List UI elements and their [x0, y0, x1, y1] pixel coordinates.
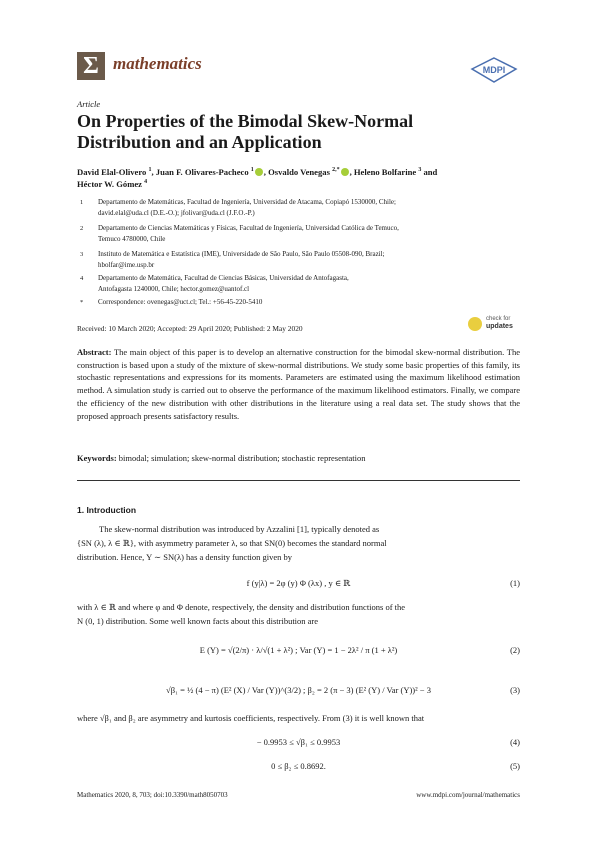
affiliation-number: 2: [80, 225, 84, 232]
equation-2: E (Y) = √(2/π) · λ/√(1 + λ²) ; Var (Y) = 1 − 2λ² / π (1 + λ²): [199, 645, 398, 655]
mdpi-logo-icon: [470, 57, 518, 83]
abstract: [77, 346, 520, 422]
footer-url[interactable]: www.mdpi.com/journal/mathematics: [416, 791, 520, 799]
abstract-label: Abstract:: [77, 347, 112, 357]
publisher-name: MDPI: [482, 65, 506, 75]
affiliation-item: [98, 249, 523, 271]
affiliation-line: Departamento de Ciencias Matemáticas y Físicas, Facultad de Ingeniería, Universidad Católica de Temuco,: [98, 224, 399, 232]
paper-title: On Properties of the Bimodal Skew-Normal Distribution and an Application: [77, 111, 414, 152]
affiliation-line: Correspondence: ovenegas@uct.cl; Tel.: +56-45-220-5410: [98, 298, 263, 306]
authors-line-1: David Elal-Olivero $^1$, Juan F. Olivares-Pacheco $^1$ , Osvaldo Venegas $^{2,*}$ , Heleno Bolfarine $^3$ and: [77, 167, 438, 177]
equation-5: 0 ≤ β₂ ≤ 0.8692.: [271, 761, 326, 771]
paragraph-line: where √β₁ and β₂ are asymmetry and kurtosis coefficients, respectively. From (3) it is well known that: [77, 713, 425, 723]
equation-number: (5): [510, 761, 520, 771]
equation-number: (2): [510, 645, 520, 655]
updates-badge-line2: updates: [486, 323, 513, 330]
equation-4: − 0.9953 ≤ √β₁ ≤ 0.9953: [256, 737, 341, 747]
divider: [77, 480, 520, 481]
footer-citation: Mathematics 2020, 8, 703; doi:10.3390/math8050703: [77, 791, 228, 799]
equation-1: f (y|λ) = 2φ (y) Φ (λx) , y ∈ ℝ: [246, 578, 351, 588]
journal-logo: [77, 52, 105, 80]
affiliation-line: david.elal@uda.cl (D.E.-O.); jfolivar@uda.cl (J.F.O.-P.): [98, 209, 255, 217]
article-type: Article: [77, 99, 101, 109]
authors-line-2: Héctor W. Gómez $^4$: [77, 179, 148, 189]
affiliation-line: hbolfar@ime.usp.br: [98, 261, 155, 269]
paragraph-line: {SN (λ), λ ∈ ℝ}, with asymmetry parameter λ, so that SN(0) becomes the standard normal: [77, 538, 387, 548]
affiliation-line: Departamento de Matemáticas, Facultad de Ingeniería, Universidad de Atacama, Copiapó 1530000, Chile;: [98, 198, 396, 206]
affiliation-line: Temuco 4780000, Chile: [98, 235, 166, 243]
affiliation-line: Departamento de Matemática, Facultad de Ciencias Básicas, Universidad de Antofagasta,: [98, 274, 349, 282]
publication-dates: Received: 10 March 2020; Accepted: 29 April 2020; Published: 2 May 2020: [77, 324, 303, 333]
keywords: [77, 453, 520, 463]
paragraph: [77, 522, 520, 536]
affiliation-number: 1: [80, 199, 84, 206]
equation-number: (1): [510, 578, 520, 588]
affiliation-line: Antofagasta 1240000, Chile; hector.gomez@uantof.cl: [98, 285, 250, 293]
affiliation-item: [98, 273, 523, 295]
affiliation-item: [98, 197, 523, 219]
affiliation-line: Instituto de Matemática e Estatística (IME), Universidade de São Paulo, São Paulo 05508-090, Brazil;: [98, 250, 385, 258]
equation-number: (4): [510, 737, 520, 747]
journal-name: mathematics: [113, 54, 202, 73]
author-list: [77, 166, 527, 190]
text-line: The skew-normal distribution was introduced by Azzalini [1], typically denoted as: [99, 524, 380, 534]
check-updates-icon: [468, 317, 482, 331]
equation-3: √β₁ = ½ (4 − π) (E² (X) / Var (Y))^(3/2) ; β₂ = 2 (π − 3) (E² (Y) / Var (Y))² − 3: [166, 685, 431, 695]
check-for-updates-button[interactable]: [468, 315, 528, 335]
equation-number: (3): [510, 685, 520, 695]
keywords-text: bimodal; simulation; skew-normal distribution; stochastic representation: [118, 453, 366, 463]
paragraph-line: N (0, 1) distribution. Some well known facts about this distribution are: [77, 616, 319, 626]
affiliation-number: *: [80, 299, 84, 306]
affiliation-item: [98, 223, 523, 245]
abstract-text: The main object of this paper is to develop an alternative construction for the bimodal skew-normal distribution. The construction is based upon a study of the mixture of skew-normal distributions. We study some basic properties of this family, its stochastic representations and expressions for its moments. Parameters are estimated using the maximum likelihood estimation method. A simulation study is carried out to observe the performance of the maximum likelihood estimators. Finally, we compare the efficiency of the new distribution with other distributions in the literature using a real data set. The study shows that the proposed approach presents satisfactory results.: [77, 347, 520, 421]
paragraph-line: with λ ∈ ℝ and where φ and Φ denote, respectively, the density and distribution functions of the: [77, 602, 406, 612]
correspondence: [98, 297, 523, 308]
affiliation-number: 3: [80, 251, 84, 258]
updates-badge-line1: check for: [486, 316, 511, 322]
orcid-icon[interactable]: [341, 168, 349, 176]
section-heading: 1. Introduction: [77, 505, 137, 515]
sigma-icon: Σ: [83, 53, 99, 79]
orcid-icon[interactable]: [255, 168, 263, 176]
affiliation-number: 4: [80, 275, 84, 282]
paragraph-line: distribution. Hence, Y ∼ SN(λ) has a density function given by: [77, 552, 293, 562]
keywords-label: Keywords:: [77, 453, 117, 463]
